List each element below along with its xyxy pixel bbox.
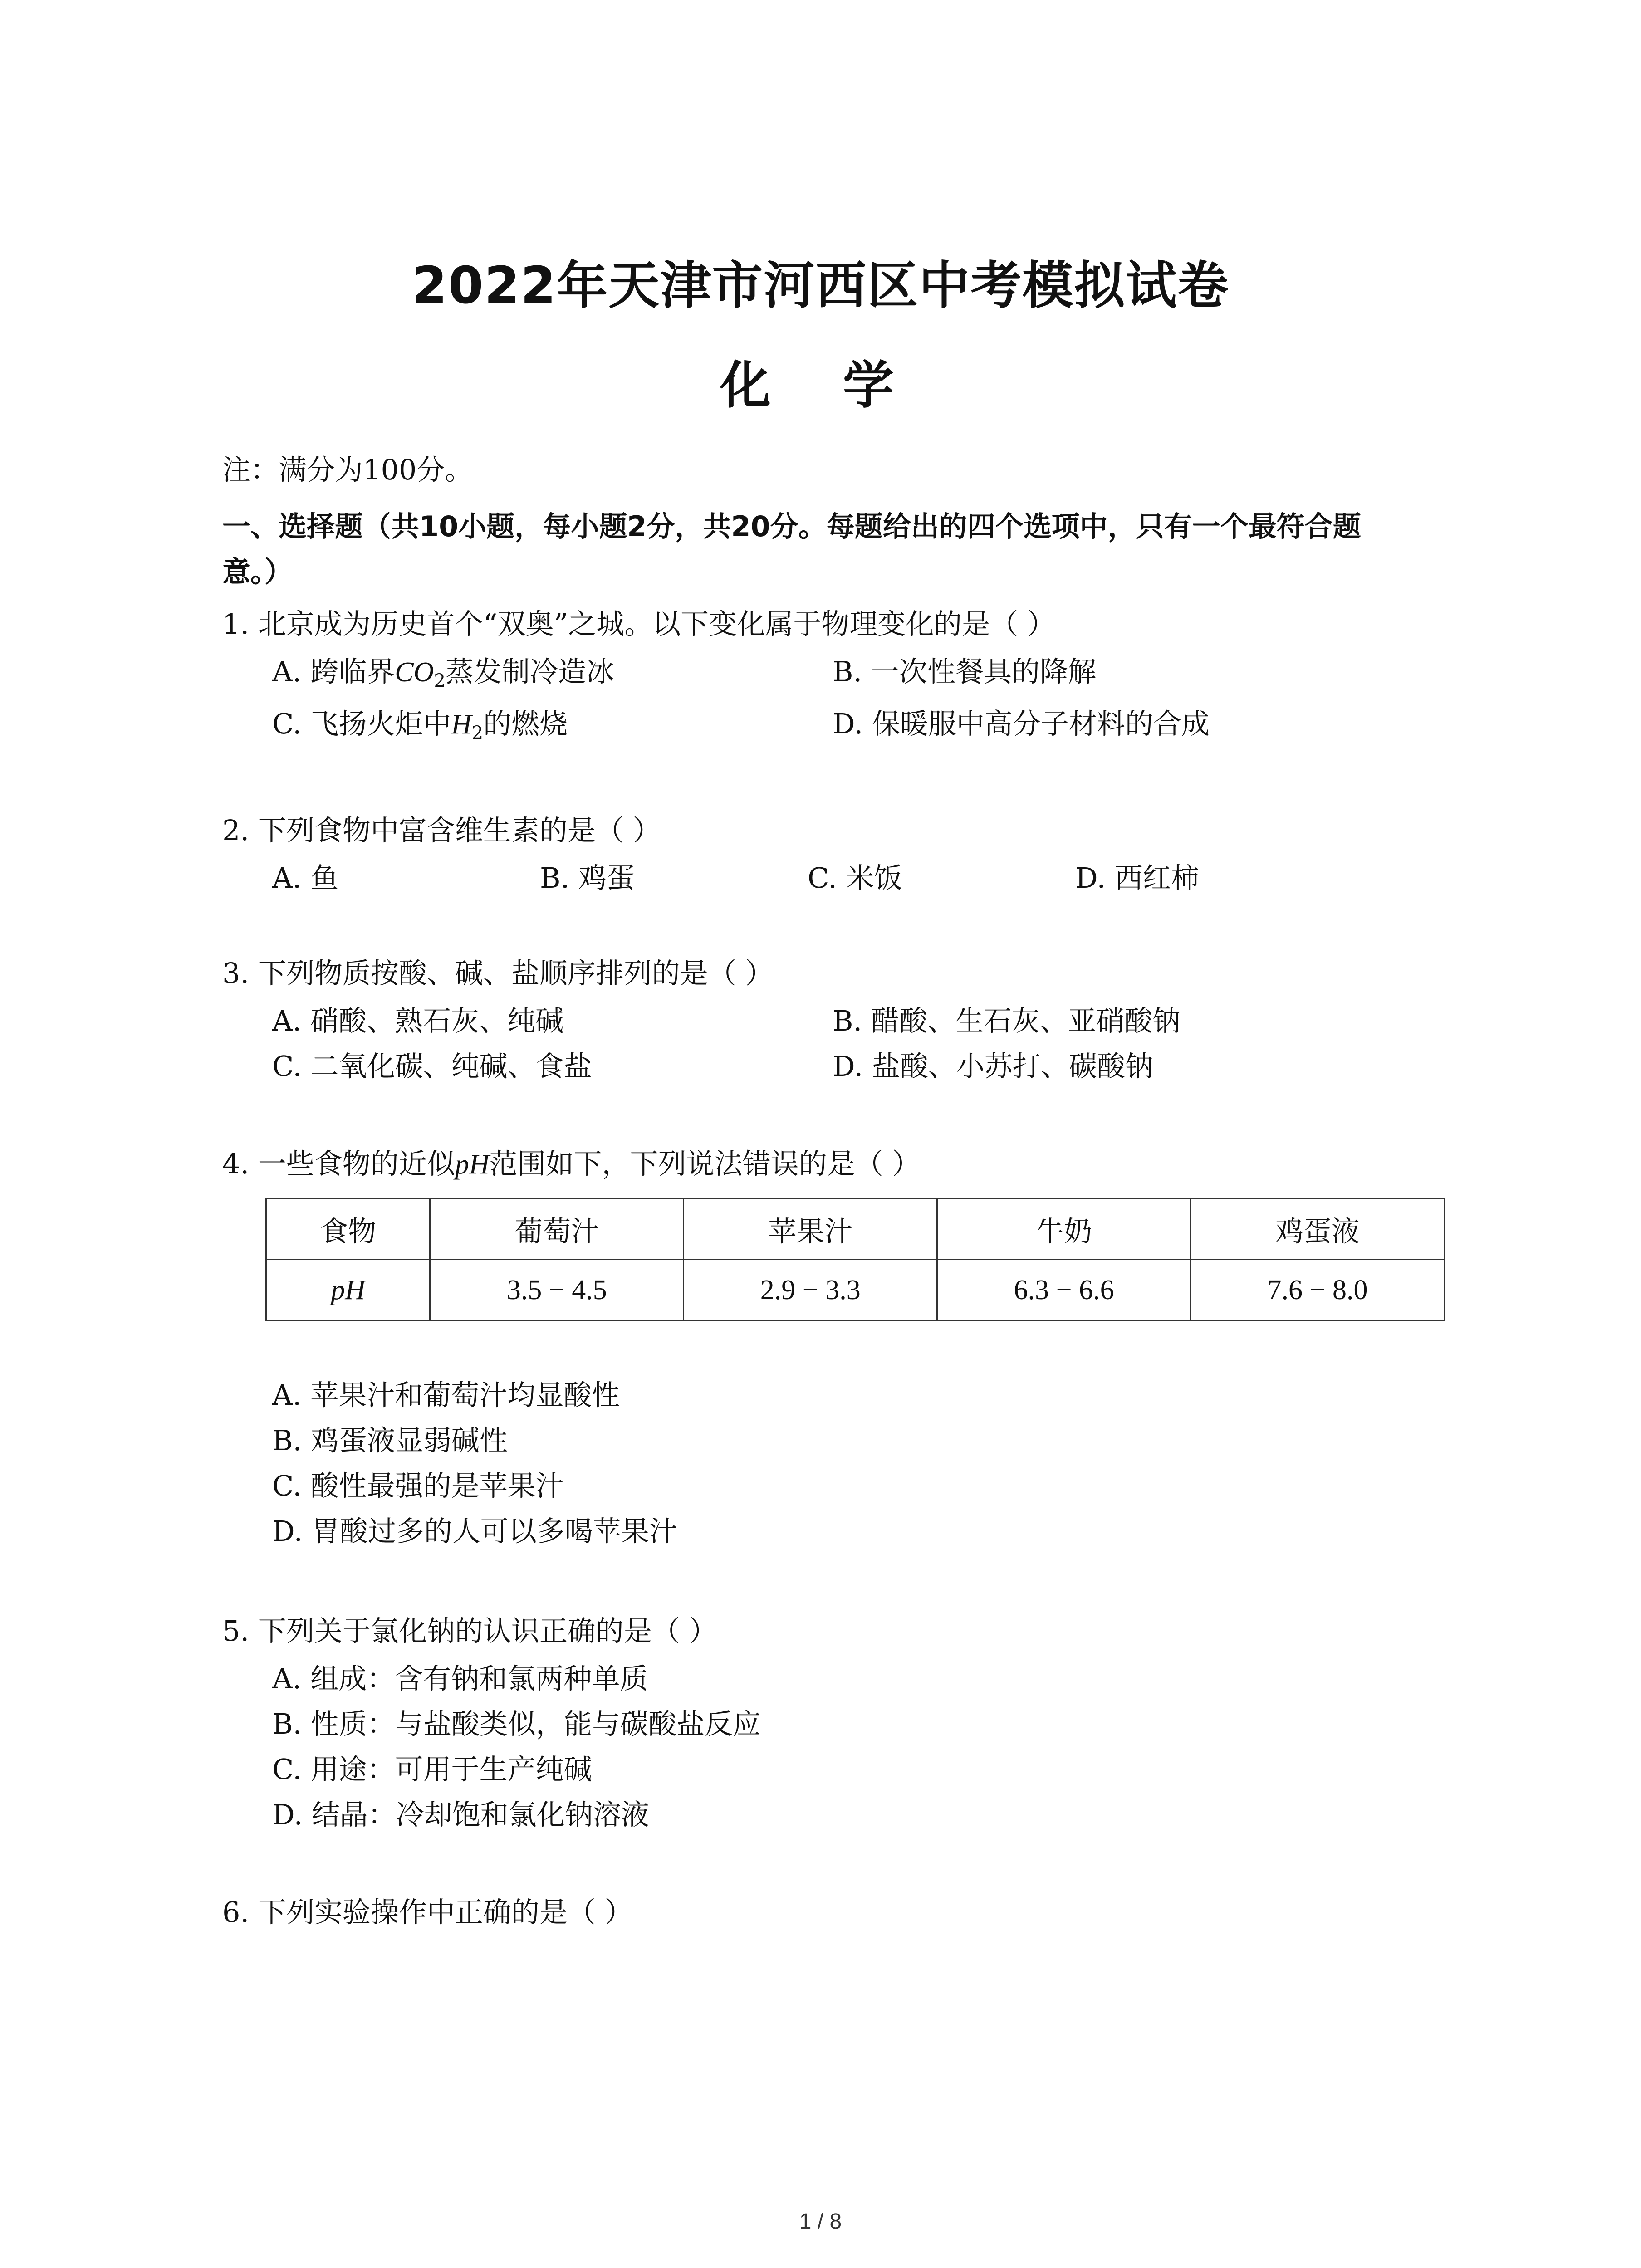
question-1-option-c: [272, 707, 568, 744]
score-note: 注：满分为100分。: [222, 453, 473, 486]
option-a-text-pre: A. 跨临界: [272, 655, 395, 688]
table-cell: 2.9 − 3.3: [684, 1260, 937, 1321]
question-1-option-a: [272, 655, 614, 692]
question-2-option-d: D. 西红柿: [1075, 861, 1199, 894]
option-c-text-post: 的燃烧: [483, 707, 568, 740]
question-2-stem: 2. 下列食物中富含维生素的是（ ）: [222, 814, 661, 847]
table-header-cell: 鸡蛋液: [1191, 1198, 1445, 1260]
question-3-option-c: C. 二氧化碳、纯碱、食盐: [272, 1050, 592, 1083]
ph-symbol: pH: [455, 1149, 490, 1180]
question-3-stem: 3. 下列物质按酸、碱、盐顺序排列的是（ ）: [222, 957, 774, 990]
table-header-cell: 食物: [266, 1198, 430, 1260]
q4-stem-pre: 4. 一些食物的近似: [222, 1147, 455, 1180]
subject-title: 化 学: [720, 356, 921, 415]
co2-formula: CO: [395, 657, 434, 688]
question-5-option-d: D. 结晶：冷却饱和氯化钠溶液: [272, 1798, 649, 1831]
question-4-option-d: D. 胃酸过多的人可以多喝苹果汁: [272, 1515, 677, 1548]
table-cell: 7.6 − 8.0: [1191, 1260, 1445, 1321]
question-1-option-b: B. 一次性餐具的降解: [833, 655, 1096, 688]
question-4-option-c: C. 酸性最强的是苹果汁: [272, 1469, 564, 1502]
table-header-cell: 葡萄汁: [430, 1198, 684, 1260]
question-3-option-d: D. 盐酸、小苏打、碳酸钠: [833, 1050, 1153, 1083]
question-2-option-c: C. 米饭: [808, 861, 902, 894]
section-heading-line1: 一、选择题（共10小题，每小题2分，共20分。每题给出的四个选项中，只有一个最符合题: [222, 510, 1361, 543]
page-number: 1 / 8: [799, 2209, 842, 2234]
question-4-stem: [222, 1147, 921, 1180]
option-a-text-post: 蒸发制冷造冰: [445, 655, 614, 688]
question-4-option-b: B. 鸡蛋液显弱碱性: [272, 1424, 508, 1457]
option-c-text-pre: C. 飞扬火炬中: [272, 707, 451, 740]
table-row-label: pH: [266, 1260, 430, 1321]
question-3-option-b: B. 醋酸、生石灰、亚硝酸钠: [833, 1004, 1181, 1037]
question-1-stem: 1. 北京成为历史首个“双奥”之城。以下变化属于物理变化的是（ ）: [222, 607, 1055, 640]
question-5-option-b: B. 性质：与盐酸类似，能与碳酸盐反应: [272, 1707, 761, 1740]
question-2-option-b: B. 鸡蛋: [540, 861, 635, 894]
question-4-option-a: A. 苹果汁和葡萄汁均显酸性: [272, 1378, 620, 1412]
question-5-stem: 5. 下列关于氯化钠的认识正确的是（ ）: [222, 1614, 717, 1647]
h2-formula: H: [451, 709, 472, 740]
table-cell: 6.3 − 6.6: [937, 1260, 1191, 1321]
table-header-row: [266, 1198, 1445, 1260]
question-5-option-a: A. 组成：含有钠和氯两种单质: [272, 1662, 648, 1695]
co2-subscript: 2: [434, 670, 446, 692]
table-header-cell: 牛奶: [937, 1198, 1191, 1260]
table-cell: 3.5 − 4.5: [430, 1260, 684, 1321]
table-row: [266, 1260, 1445, 1321]
question-2-option-a: A. 鱼: [272, 861, 339, 894]
exam-title: 2022年天津市河西区中考模拟试卷: [411, 256, 1230, 315]
question-1-option-d: D. 保暖服中高分子材料的合成: [833, 707, 1210, 740]
question-6-stem: 6. 下列实验操作中正确的是（ ）: [222, 1896, 633, 1929]
ph-table: [265, 1198, 1445, 1321]
table-header-cell: 苹果汁: [684, 1198, 937, 1260]
question-5-option-c: C. 用途：可用于生产纯碱: [272, 1753, 592, 1786]
section-heading-line2: 意。）: [222, 555, 293, 588]
h2-subscript: 2: [471, 722, 484, 744]
question-3-option-a: A. 硝酸、熟石灰、纯碱: [272, 1004, 564, 1037]
q4-stem-post: 范围如下，下列说法错误的是（ ）: [489, 1147, 921, 1180]
